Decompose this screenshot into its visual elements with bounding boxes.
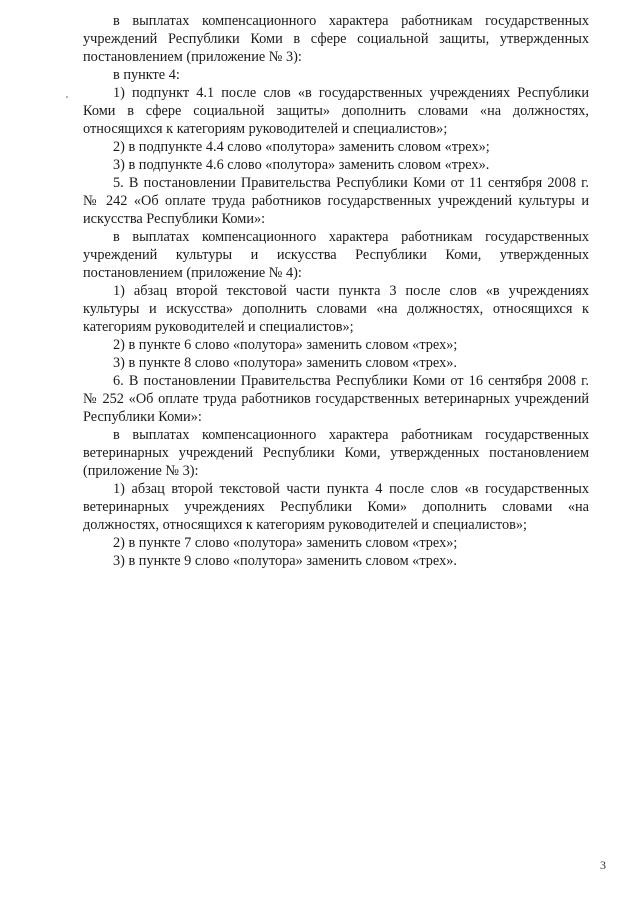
paragraph-veterinary-point-4: 1) абзац второй текстовой части пункта 4 после слов «в государственных ветеринарных учреждениях Республики Коми» дополнить словами «на должностях, относящихся к категориям руководителей и специалистов»; <box>83 481 589 533</box>
paragraph-veterinary-point-9: 3) в пункте 9 слово «полутора» заменить словом «трех». <box>113 553 457 569</box>
paragraph-subpoint-4-4: 2) в подпункте 4.4 слово «полутора» заменить словом «трех»; <box>113 139 490 155</box>
paragraph-subpoint-4-1: 1) подпункт 4.1 после слов «в государственных учреждениях Республики Коми в сфере социальной защиты» дополнить словами «на должностях, относящихся к категориям руководителей и специалистов»; <box>83 85 589 137</box>
page-number: 3 <box>600 858 606 872</box>
paragraph-item-5: 5. В постановлении Правительства Республики Коми от 11 сентября 2008 г. № 242 «Об оплате труда работников государственных учреждений культуры и искусства Республики Коми»: <box>83 175 589 227</box>
paragraph-culture-point-6: 2) в пункте 6 слово «полутора» заменить словом «трех»; <box>113 337 458 353</box>
paragraph-veterinary-compensation: в выплатах компенсационного характера работникам государственных ветеринарных учреждений Республики Коми, утвержденных постановлением (приложение № 3): <box>83 427 589 479</box>
paragraph-item-6: 6. В постановлении Правительства Республики Коми от 16 сентября 2008 г. № 252 «Об оплате труда работников государственных ветеринарных учреждений Республики Коми»: <box>83 373 589 425</box>
paragraph-culture-point-3: 1) абзац второй текстовой части пункта 3 после слов «в учреждениях культуры и искусства» дополнить словами «на должностях, относящихся к категориям руководителей и специалистов»; <box>83 283 589 335</box>
paragraph-culture-point-8: 3) в пункте 8 слово «полутора» заменить словом «трех». <box>113 355 457 371</box>
scan-speck <box>66 96 68 98</box>
document-page <box>83 12 589 570</box>
paragraph-point-4: в пункте 4: <box>113 67 180 83</box>
paragraph-social-compensation: в выплатах компенсационного характера работникам государственных учреждений Республики Коми в сфере социальной защиты, утвержденных постановлением (приложение № 3): <box>83 13 589 65</box>
paragraph-veterinary-point-7: 2) в пункте 7 слово «полутора» заменить словом «трех»; <box>113 535 458 551</box>
paragraph-subpoint-4-6: 3) в подпункте 4.6 слово «полутора» заменить словом «трех». <box>113 157 490 173</box>
paragraph-culture-compensation: в выплатах компенсационного характера работникам государственных учреждений культуры и искусства Республики Коми, утвержденных постановлением (приложение № 4): <box>83 229 589 281</box>
